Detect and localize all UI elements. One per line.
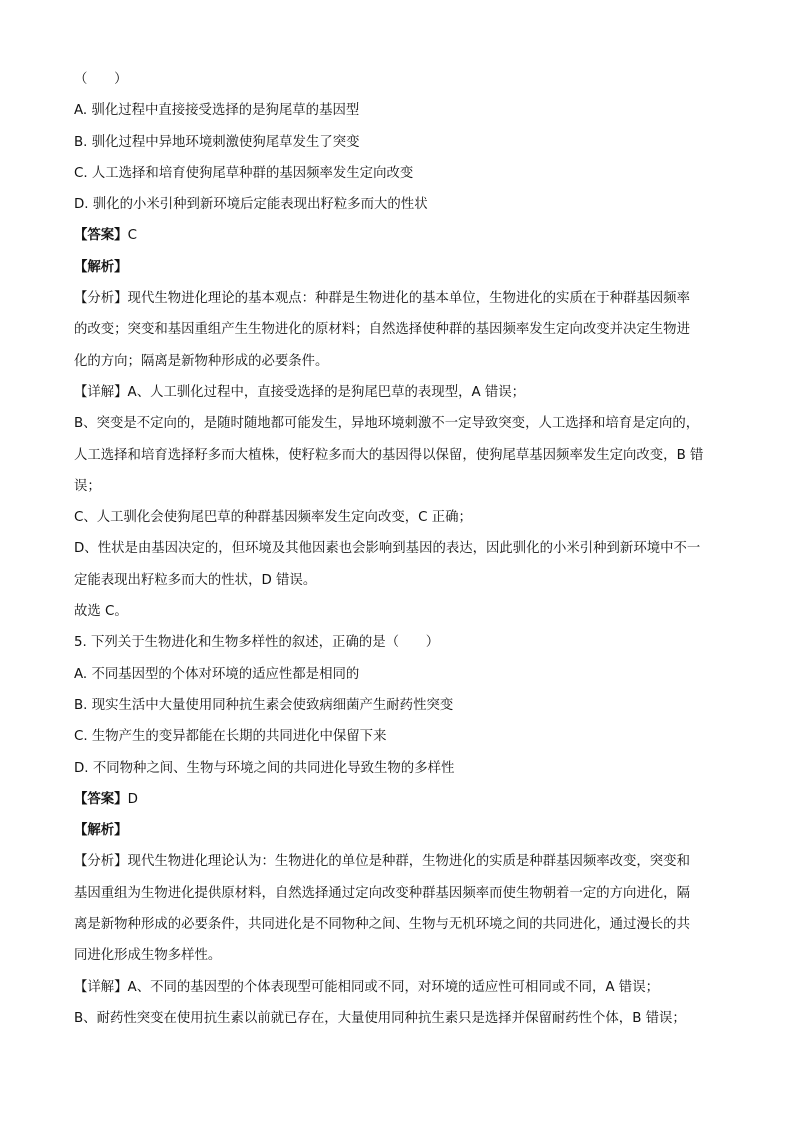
q4-analysis-line-1: 【分析】现代生物进化理论的基本观点：种群是生物进化的基本单位，生物进化的实质在于种群基因频率 xyxy=(74,291,690,307)
q4-option-d: D. 驯化的小米引种到新环境后定能表现出籽粒多而大的性状 xyxy=(74,197,428,213)
q5-detail-line-1: 【详解】A、不同的基因型的个体表现型可能相同或不同，对环境的适应性可相同或不同，A 错误； xyxy=(74,979,659,995)
q4-option-a: A. 驯化过程中直接接受选择的是狗尾草的基因型 xyxy=(74,103,360,119)
q5-analysis-line-3: 离是新物种形成的必要条件，共同进化是不同物种之间、生物与无机环境之间的共同进化，通过漫长的共 xyxy=(74,917,690,933)
q5-stem: 5. 下列关于生物进化和生物多样性的叙述，正确的是（ ） xyxy=(74,635,440,651)
q5-option-b: B. 现实生活中大量使用同种抗生素会使致病细菌产生耐药性突变 xyxy=(74,697,454,713)
q5-option-d: D. 不同物种之间、生物与环境之间的共同进化导致生物的多样性 xyxy=(74,760,455,776)
q4-option-b: B. 驯化过程中异地环境刺激使狗尾草发生了突变 xyxy=(74,134,360,150)
page-content xyxy=(74,64,722,1034)
q4-detail-line-6: D、性状是由基因决定的，但环境及其他因素也会影响到基因的表达，因此驯化的小米引种到新环境中不一 xyxy=(74,541,701,557)
q5-option-c: C. 生物产生的变异都能在长期的共同进化中保留下来 xyxy=(74,729,387,745)
q4-analysis-line-3: 化的方向；隔离是新物种形成的必要条件。 xyxy=(74,353,329,369)
q4-detail-line-7: 定能表现出籽粒多而大的性状，D 错误。 xyxy=(74,572,317,588)
q4-detail-line-4: 误； xyxy=(74,478,101,494)
q4-detail-line-3: 人工选择和培育选择籽多而大植株，使籽粒多而大的基因得以保留，使狗尾草基因频率发生定向改变，B 错 xyxy=(74,447,704,463)
q4-analysis-line-2: 的改变；突变和基因重组产生生物进化的原材料；自然选择使种群的基因频率发生定向改变并决定生物进 xyxy=(74,322,690,338)
q4-answer-value: C xyxy=(127,228,137,244)
q4-answer xyxy=(74,220,722,251)
q4-answer-label: 【答案】 xyxy=(74,228,128,244)
q4-option-c: C. 人工选择和培育使狗尾草种群的基因频率发生定向改变 xyxy=(74,165,414,181)
q5-answer-value: D xyxy=(127,791,138,807)
q5-analysis-line-2: 基因重组为生物进化提供原材料，自然选择通过定向改变种群基因频率而使生物朝着一定的方向进化，隔 xyxy=(74,885,690,901)
q4-detail-line-1: 【详解】A、人工驯化过程中，直接受选择的是狗尾巴草的表现型，A 错误； xyxy=(74,384,526,400)
q4-stem-tail: （ ） xyxy=(74,72,128,87)
q5-analysis-line-4: 同进化形成生物多样性。 xyxy=(74,948,222,964)
q5-answer-label: 【答案】 xyxy=(74,791,128,807)
q5-option-a: A. 不同基因型的个体对环境的适应性都是相同的 xyxy=(74,666,360,682)
q4-detail-line-5: C、人工驯化会使狗尾巴草的种群基因频率发生定向改变，C 正确； xyxy=(74,510,472,526)
q5-analysis-label: 【解析】 xyxy=(74,823,128,839)
q4-detail-line-2: B、突变是不定向的，是随时随地都可能发生，异地环境刺激不一定导致突变，人工选择和培育是定向的， xyxy=(74,416,700,432)
q4-conclusion: 故选 C。 xyxy=(74,604,128,620)
q5-answer xyxy=(74,784,722,815)
q4-analysis-label: 【解析】 xyxy=(74,259,128,275)
q5-analysis-line-1: 【分析】现代生物进化理论认为：生物进化的单位是种群，生物进化的实质是种群基因频率改变，突变和 xyxy=(74,854,690,870)
q5-detail-line-2: B、耐药性突变在使用抗生素以前就已存在，大量使用同种抗生素只是选择并保留耐药性个体，B 错误； xyxy=(74,1010,686,1026)
